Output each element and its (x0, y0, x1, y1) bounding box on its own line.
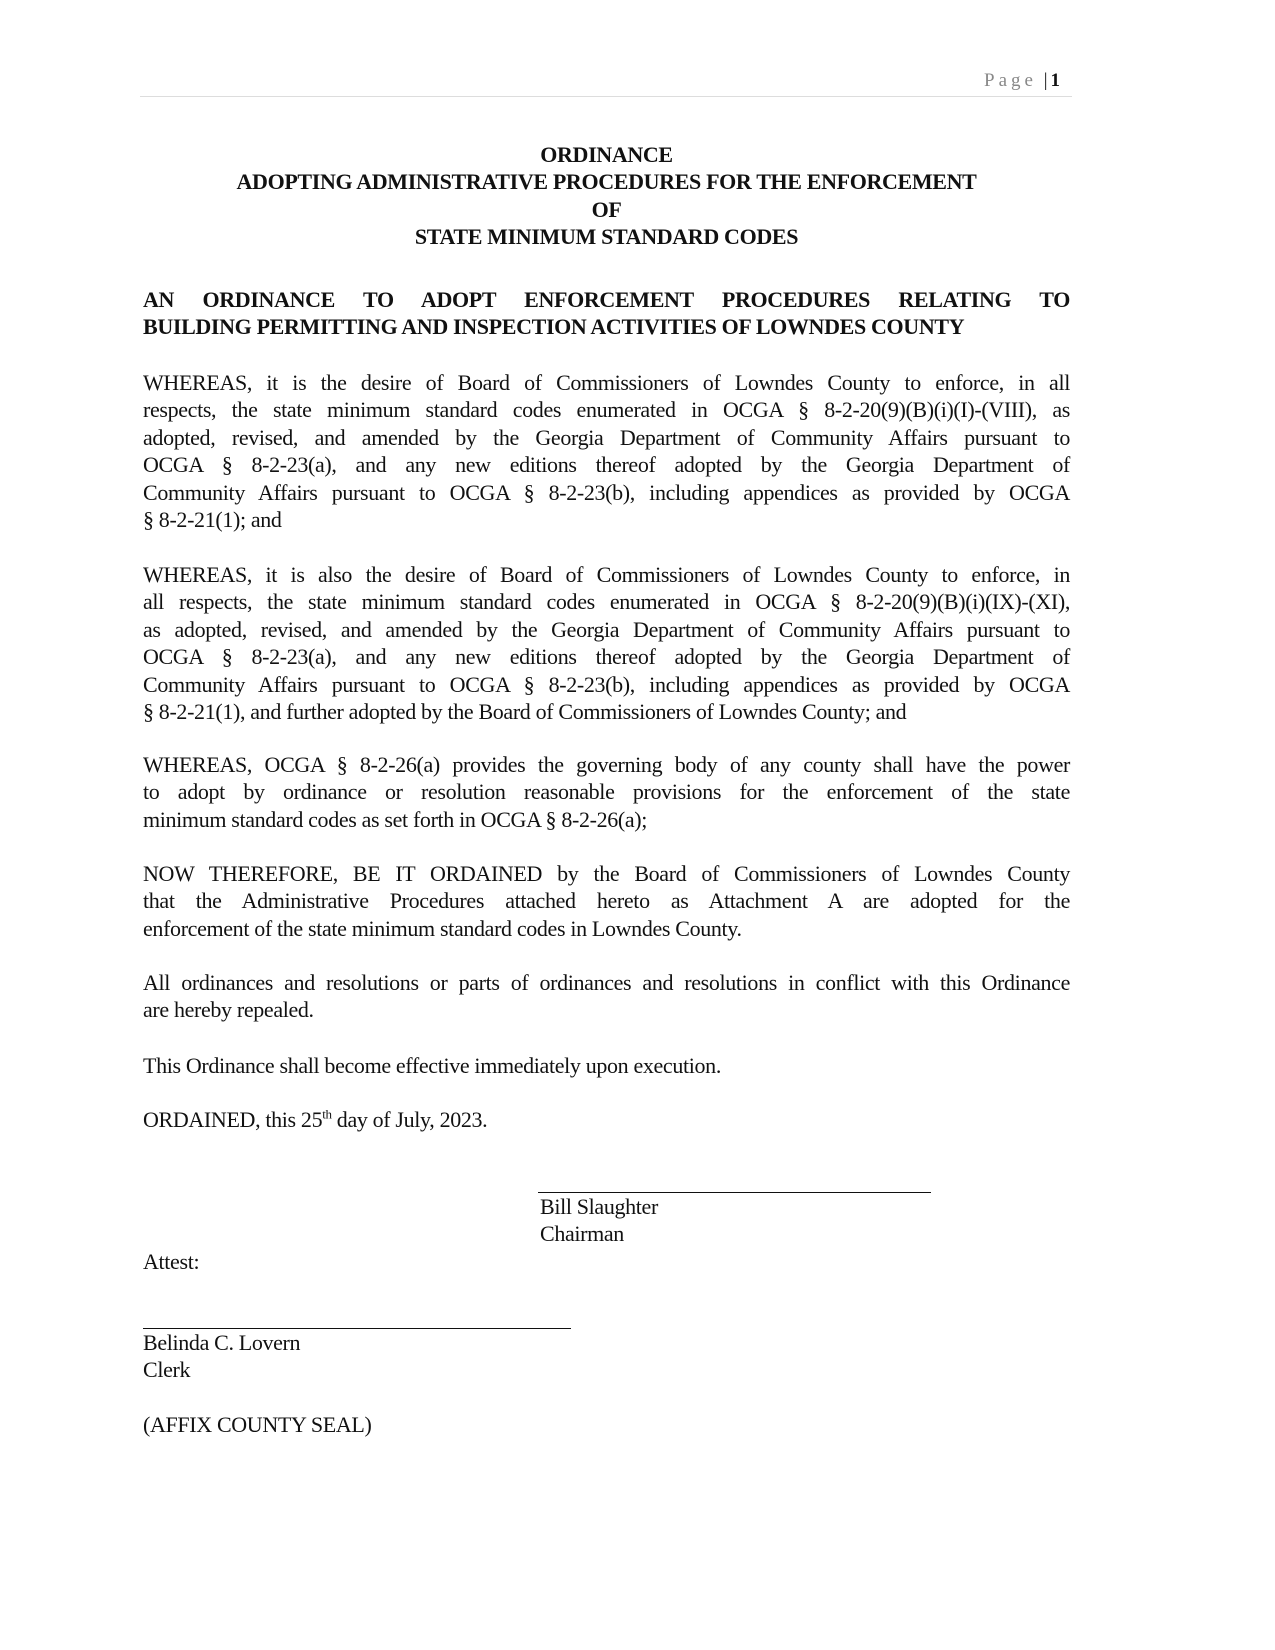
paragraph-line: Community Affairs pursuant to OCGA § 8-2-23(b), including appendices as provided by OCGA (143, 479, 1070, 505)
paragraph-line: WHEREAS, OCGA § 8-2-26(a) provides the governing body of any county shall have the power (143, 752, 1070, 777)
page-header: Page | 1 (984, 70, 1060, 91)
paragraph-line: This Ordinance shall become effective immediately upon execution. (143, 1053, 721, 1078)
paragraph-line: WHEREAS, it is also the desire of Board of Commissioners of Lowndes County to enforce, in (143, 562, 1070, 587)
ordinal-suffix: th (322, 1106, 332, 1122)
ordained-text-end: day of July, 2023. (331, 1107, 488, 1132)
paragraph-line: adopted, revised, and amended by the Georgia Department of Community Affairs pursuant to (143, 424, 1070, 450)
title-line: STATE MINIMUM STANDARD CODES (414, 224, 799, 250)
paragraph-line: enforcement of the state minimum standard codes in Lowndes County. (143, 915, 742, 941)
paragraph-line: OCGA § 8-2-23(a), and any new editions thereof adopted by the Georgia Department of (143, 452, 1070, 478)
clerk-name: Belinda C. Lovern (143, 1330, 301, 1355)
header-rule (140, 96, 1072, 97)
clerk-signature-block (143, 1329, 1070, 1384)
attest-label: Attest: (143, 1249, 200, 1274)
seal-note: (AFFIX COUNTY SEAL) (143, 1412, 372, 1437)
heading-line: BUILDING PERMITTING AND INSPECTION ACTIVITIES OF LOWNDES COUNTY (143, 314, 965, 340)
chairman-signature-block (540, 1193, 940, 1248)
title-line: OF (591, 196, 622, 222)
paragraph-line: § 8-2-21(1), and further adopted by the Board of Commissioners of Lowndes County; and (143, 699, 907, 725)
paragraph-line: § 8-2-21(1); and (143, 507, 282, 533)
paragraph-line: OCGA § 8-2-23(a), and any new editions thereof adopted by the Georgia Department of (143, 644, 1070, 670)
paragraph-line: minimum standard codes as set forth in OCGA § 8-2-26(a); (143, 806, 648, 832)
paragraph-line: that the Administrative Procedures attached hereto as Attachment A are adopted for the (143, 888, 1070, 914)
paragraph-line: All ordinances and resolutions or parts of ordinances and resolutions in conflict with this Ordinance (143, 970, 1070, 995)
heading-line: AN ORDINANCE TO ADOPT ENFORCEMENT PROCEDURES RELATING TO (143, 287, 1070, 312)
document-title (143, 141, 1070, 251)
clerk-title: Clerk (143, 1357, 191, 1383)
ordained-date (143, 1106, 1070, 1133)
paragraph-line: to adopt by ordinance or resolution reasonable provisions for the enforcement of the state (143, 779, 1070, 805)
chairman-title: Chairman (540, 1221, 624, 1247)
paragraph-line: all respects, the state minimum standard codes enumerated in OCGA § 8-2-20(9)(B)(i)(IX)-(XI), (143, 589, 1070, 615)
body-paragraph (143, 860, 1070, 942)
paragraph-line: respects, the state minimum standard codes enumerated in OCGA § 8-2-20(9)(B)(i)(I)-(VIII), as (143, 397, 1070, 423)
paragraph-line: NOW THEREFORE, BE IT ORDAINED by the Board of Commissioners of Lowndes County (143, 861, 1070, 886)
paragraph-line: Community Affairs pursuant to OCGA § 8-2-23(b), including appendices as provided by OCGA (143, 671, 1070, 697)
body-paragraph (143, 751, 1070, 833)
paragraph-line: WHEREAS, it is the desire of Board of Commissioners of Lowndes County to enforce, in all (143, 370, 1070, 395)
paragraph-line: are hereby repealed. (143, 997, 314, 1023)
title-line: ADOPTING ADMINISTRATIVE PROCEDURES FOR THE ENFORCEMENT (236, 169, 977, 195)
page-number: 1 (1050, 70, 1060, 91)
body-paragraph (143, 369, 1070, 533)
page-label: Page (984, 70, 1037, 91)
ordinance-heading (143, 286, 1070, 341)
ordained-text: ORDAINED, this 25 (143, 1107, 323, 1132)
body-paragraph (143, 969, 1070, 1024)
body-paragraph (143, 1052, 1070, 1079)
chairman-name: Bill Slaughter (540, 1194, 658, 1219)
body-paragraph (143, 561, 1070, 725)
paragraph-line: as adopted, revised, and amended by the Georgia Department of Community Affairs pursuant to (143, 616, 1070, 642)
title-line: ORDINANCE (540, 142, 673, 167)
